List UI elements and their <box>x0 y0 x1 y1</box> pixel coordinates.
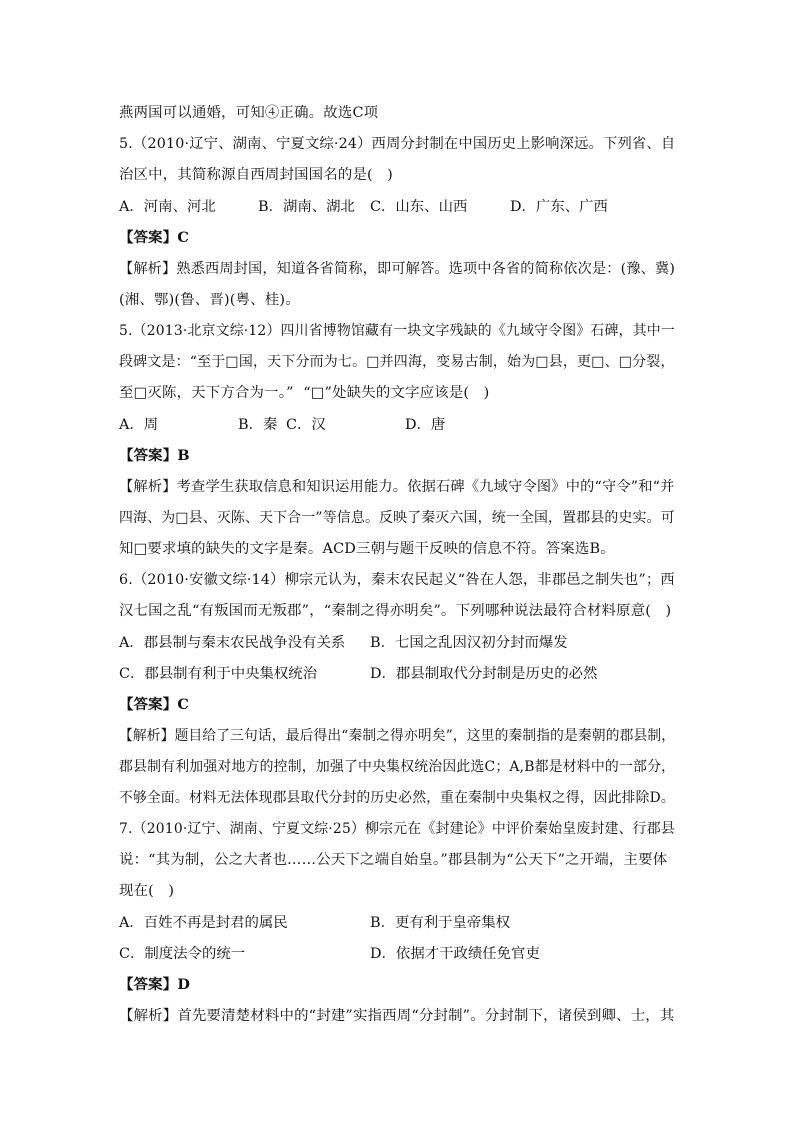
analysis-text: 【解析】首先要清楚材料中的“封建”实指西周“分封制”。分封制下，诸侯到卿、士，其 <box>119 1008 675 1024</box>
option-a: A．周 <box>119 417 159 433</box>
analysis-text: 知□要求填的缺失的文字是秦。ACD三朝与题干反映的信息不符。答案选B。 <box>119 541 615 557</box>
option-a: A．百姓不再是封君的属民 <box>119 915 288 931</box>
question-5b-stem: 至□灭陈，天下方合为一。” “□”处缺失的文字应该是( ) <box>119 385 490 401</box>
option-d: D．郡县制取代分封制是历史的必然 <box>370 666 598 682</box>
answer-label: 【答案】D <box>119 976 191 993</box>
option-b: B．秦 <box>238 417 278 433</box>
analysis-text: 四海、为□县、灭陈、天下合一”等信息。反映了秦灭六国，统一全国，置郡县的史实。可 <box>119 510 675 526</box>
option-d: D．唐 <box>405 417 446 433</box>
question-7-stem: 说：“其为制，公之大者也……公天下之端自始皇。”郡县制为“公天下”之开端，主要体 <box>119 852 668 868</box>
question-7-stem: 7.（2010·辽宁、湖南、宁夏文综·25）柳宗元在《封建论》中评价秦始皇废封建、行郡县 <box>119 821 675 837</box>
analysis-text: 不够全面。材料无法体现郡县取代分封的历史必然，重在秦制中央集权之得，因此排除D。 <box>119 790 675 806</box>
option-a: A．郡县制与秦末农民战争没有关系 <box>119 635 346 651</box>
answer-label: 【答案】C <box>119 696 190 713</box>
option-c: C．汉 <box>286 417 326 433</box>
question-5b-stem: 段碑文是：“至于□国，天下分而为七。□并四海，变易古制，始为□县，更□、□分裂， <box>119 354 675 370</box>
option-d: D．依据才干政绩任免官吏 <box>370 946 540 962</box>
option-c: C．制度法令的统一 <box>119 946 246 962</box>
text-line: 燕两国可以通婚，可知④正确。故选C项 <box>119 105 379 121</box>
option-a: A．河南、河北 <box>119 199 216 215</box>
analysis-text: 郡县制有利加强对地方的控制，加强了中央集权统治因此选C；A,B都是材料中的一部分， <box>119 759 676 775</box>
answer-label: 【答案】C <box>119 229 190 246</box>
option-b: B．更有利于皇帝集权 <box>370 915 511 931</box>
analysis-text: (湘、鄂)(鲁、晋)(粤、桂)。 <box>119 292 300 308</box>
option-c: C．郡县制有利于中央集权统治 <box>119 666 318 682</box>
answer-label: 【答案】B <box>119 447 190 464</box>
analysis-text: 【解析】熟悉西周封国，知道各省简称，即可解答。选项中各省的简称依次是：(豫、冀) <box>119 261 676 277</box>
option-b: B．湖南、湖北 <box>258 199 355 215</box>
analysis-text: 【解析】题目给了三句话，最后得出“秦制之得亦明矣”，这里的秦制指的是秦朝的郡县制， <box>119 728 676 744</box>
question-6-stem: 汉七国之乱“有叛国而无叛郡”，“秦制之得亦明矣”。下列哪种说法最符合材料原意( ) <box>119 603 672 619</box>
question-5a-stem: 治区中，其简称源自西周封国国名的是( ) <box>119 167 393 183</box>
analysis-text: 【解析】考查学生获取信息和知识运用能力。依据石碑《九域守令图》中的“守令”和“并 <box>119 479 675 495</box>
option-c: C．山东、山西 <box>370 199 468 215</box>
question-5a-stem: 5.（2010·辽宁、湖南、宁夏文综·24）西周分封制在中国历史上影响深远。下列省、自 <box>119 136 676 152</box>
question-6-stem: 6.（2010·安徽文综·14）柳宗元认为，秦末农民起义“咎在人怨，非郡邑之制失也”；西 <box>119 572 675 588</box>
question-7-stem: 现在( ) <box>119 883 175 899</box>
question-5b-stem: 5.（2013·北京文综·12）四川省博物馆藏有一块文字残缺的《九域守令图》石碑，其中一 <box>119 323 675 339</box>
option-d: D．广东、广西 <box>510 199 608 215</box>
option-b: B．七国之乱因汉初分封而爆发 <box>370 635 568 651</box>
